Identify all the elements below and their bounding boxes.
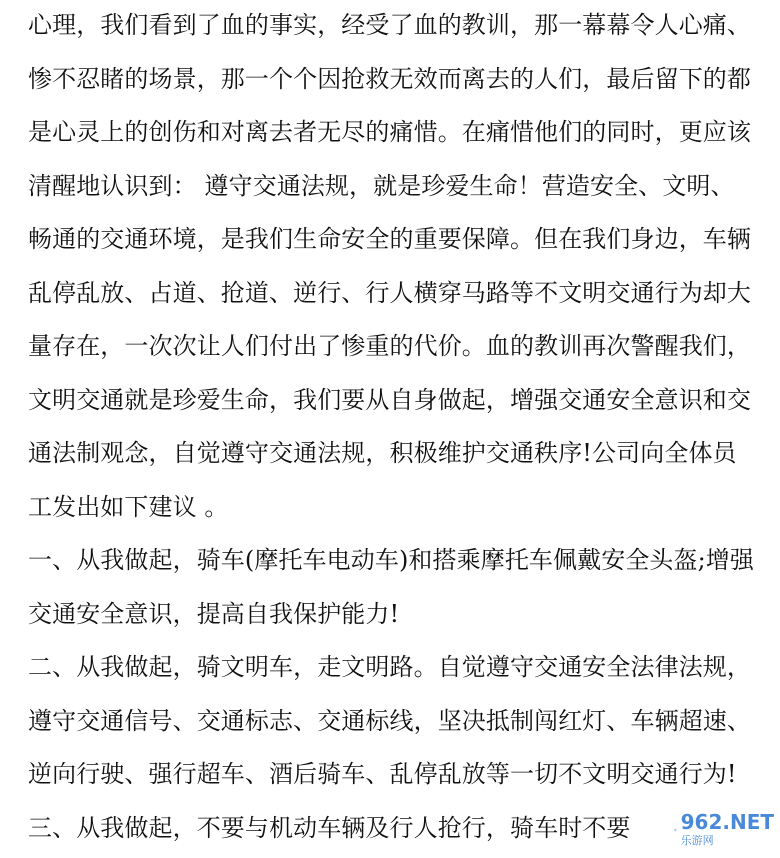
text-line: 二、从我做起，骑文明车，走文明路。自觉遵守交通安全法律法规， (28, 653, 751, 681)
watermark-logo-icon (674, 819, 677, 841)
text-line: 是心灵上的创伤和对离去者无尽的痛惜。在痛惜他们的同时，更应该 (28, 118, 751, 146)
text-line: 惨不忍睹的场景，那一个个因抢救无效而离去的人们，最后留下的都 (28, 65, 751, 93)
watermark-brand: 962.NET (680, 810, 774, 834)
text-line: 乱停乱放、占道、抢道、逆行、行人横穿马路等不文明交通行为却大 (28, 279, 751, 307)
text-line: 文明交通就是珍爱生命，我们要从自身做起，增强交通安全意识和交 (28, 386, 751, 414)
watermark-sub: 乐游网 (680, 834, 714, 847)
text-line: 逆向行驶、强行超车、酒后骑车、乱停乱放等一切不文明交通行为! (28, 760, 737, 788)
site-watermark (674, 808, 774, 852)
watermark-text (681, 812, 774, 848)
text-line: 三、从我做起，不要与机动车辆及行人抢行，骑车时不要 (28, 814, 631, 842)
text-line: 清醒地认识到： 遵守交通法规，就是珍爱生命！营造安全、文明、 (28, 172, 735, 200)
text-line: 遵守交通信号、交通标志、交通标线，坚决抵制闯红灯、车辆超速、 (28, 707, 751, 735)
text-line: 交通安全意识，提高自我保护能力! (28, 600, 400, 628)
text-line: 通法制观念，自觉遵守交通法规，积极维护交通秩序!公司向全体员 (28, 439, 737, 467)
text-line: 心理，我们看到了血的事实，经受了血的教训，那一幕幕令人心痛、 (28, 11, 751, 39)
text-line: 工发出如下建议 。 (28, 493, 229, 521)
text-line: 畅通的交通环境，是我们生命安全的重要保障。但在我们身边，车辆 (28, 225, 751, 253)
text-line: 一、从我做起，骑车(摩托车电动车)和搭乘摩托车佩戴安全头盔;增强 (28, 546, 755, 574)
text-line: 量存在，一次次让人们付出了惨重的代价。血的教训再次警醒我们， (28, 332, 751, 360)
